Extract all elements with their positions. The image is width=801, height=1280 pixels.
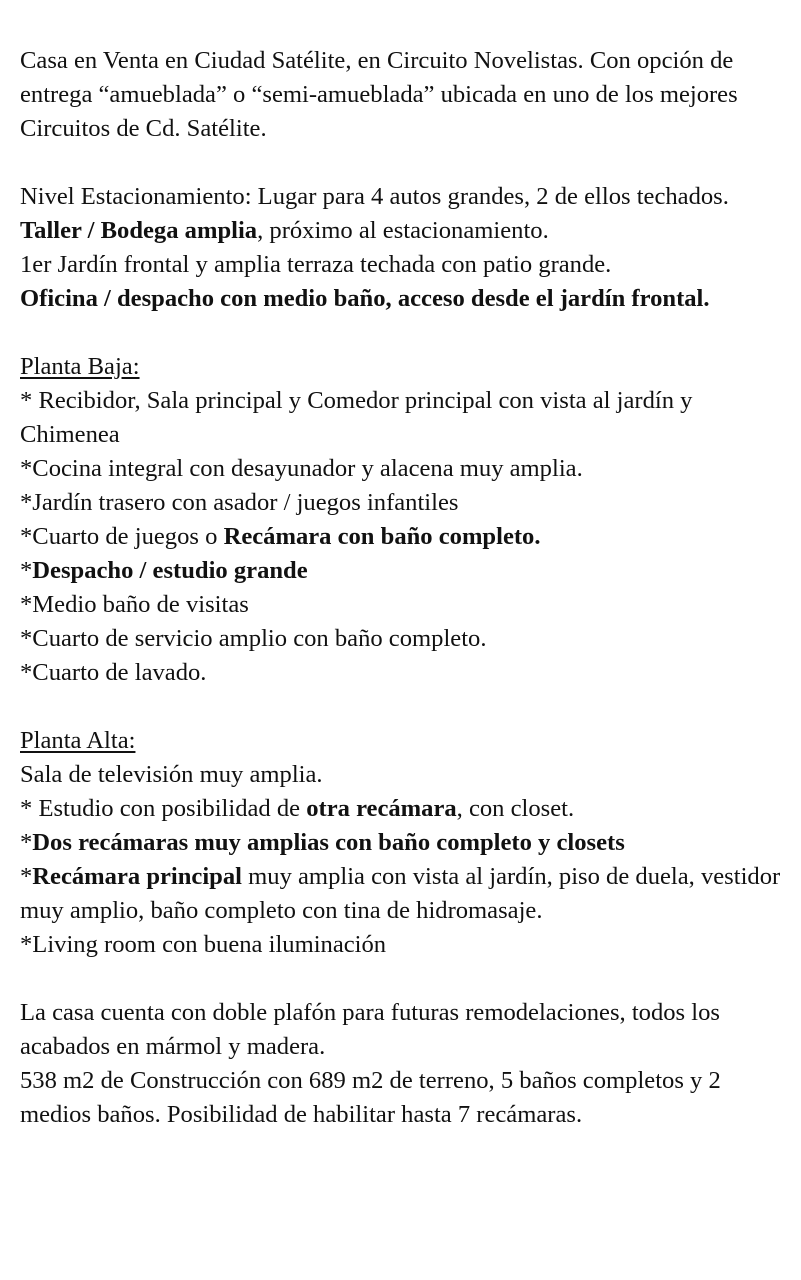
oficina-bold: Oficina / despacho con medio baño, acceso desde el jardín frontal. — [20, 285, 710, 312]
list-item: * Recibidor, Sala principal y Comedor principal con vista al jardín y Chimenea — [20, 387, 693, 448]
list-item-bold: Recámara con baño completo. — [223, 523, 541, 550]
list-item — [20, 554, 790, 588]
list-item — [20, 792, 790, 826]
taller-bold: Taller / Bodega amplia — [20, 217, 258, 244]
list-item — [20, 520, 790, 554]
list-item-star: * — [20, 829, 33, 856]
planta-baja-section — [20, 350, 790, 690]
spacer — [20, 962, 790, 996]
list-item: *Medio baño de visitas — [20, 591, 249, 618]
list-item: *Cocina integral con desayunador y alacena muy amplia. — [20, 455, 583, 482]
list-item — [20, 860, 790, 928]
planta-alta-section — [20, 724, 790, 962]
list-item-bold: Dos recámaras muy amplias con baño completo y closets — [32, 829, 625, 856]
spacer — [20, 690, 790, 724]
listing-document — [20, 44, 790, 1132]
list-item-rest: , con closet. — [456, 795, 575, 822]
list-item-text: *Cuarto de juegos o — [20, 523, 224, 550]
parking-line: Nivel Estacionamiento: Lugar para 4 autos grandes, 2 de ellos techados. — [20, 183, 729, 210]
list-item: *Living room con buena iluminación — [20, 931, 387, 958]
list-item-star: * — [20, 863, 33, 890]
list-item: *Jardín trasero con asador / juegos infantiles — [20, 489, 459, 516]
taller-line — [20, 214, 790, 248]
spacer — [20, 316, 790, 350]
parking-level-section — [20, 180, 790, 316]
planta-baja-heading: Planta Baja: — [20, 353, 140, 380]
list-item: Sala de televisión muy amplia. — [20, 761, 323, 788]
list-item-star: * — [20, 557, 33, 584]
oficina-line — [20, 282, 790, 316]
list-item: *Cuarto de lavado. — [20, 659, 207, 686]
summary-section — [20, 996, 790, 1132]
summary-line: La casa cuenta con doble plafón para futuras remodelaciones, todos los acabados en mármol y madera. — [20, 999, 720, 1060]
intro-paragraph: Casa en Venta en Ciudad Satélite, en Circuito Novelistas. Con opción de entrega “amueblada” o “semi-amueblada” ubicada en uno de los mejores Circuitos de Cd. Satélite. — [20, 47, 738, 142]
spacer — [20, 146, 790, 180]
list-item-bold: Recámara principal — [32, 863, 242, 890]
list-item-bold: Despacho / estudio grande — [32, 557, 308, 584]
list-item-bold: otra recámara — [306, 795, 457, 822]
list-item — [20, 826, 790, 860]
jardin-frontal-line: 1er Jardín frontal y amplia terraza techada con patio grande. — [20, 251, 612, 278]
taller-rest: , próximo al estacionamiento. — [257, 217, 549, 244]
planta-alta-heading: Planta Alta: — [20, 727, 136, 754]
list-item: *Cuarto de servicio amplio con baño completo. — [20, 625, 487, 652]
list-item-rest: muy amplia con vista al jardín, piso de duela, vestidor muy amplio, baño completo con tina de hidromasaje. — [20, 863, 781, 924]
summary-line: 538 m2 de Construcción con 689 m2 de terreno, 5 baños completos y 2 medios baños. Posibilidad de habilitar hasta 7 recámaras. — [20, 1067, 721, 1128]
list-item-text: * Estudio con posibilidad de — [20, 795, 307, 822]
